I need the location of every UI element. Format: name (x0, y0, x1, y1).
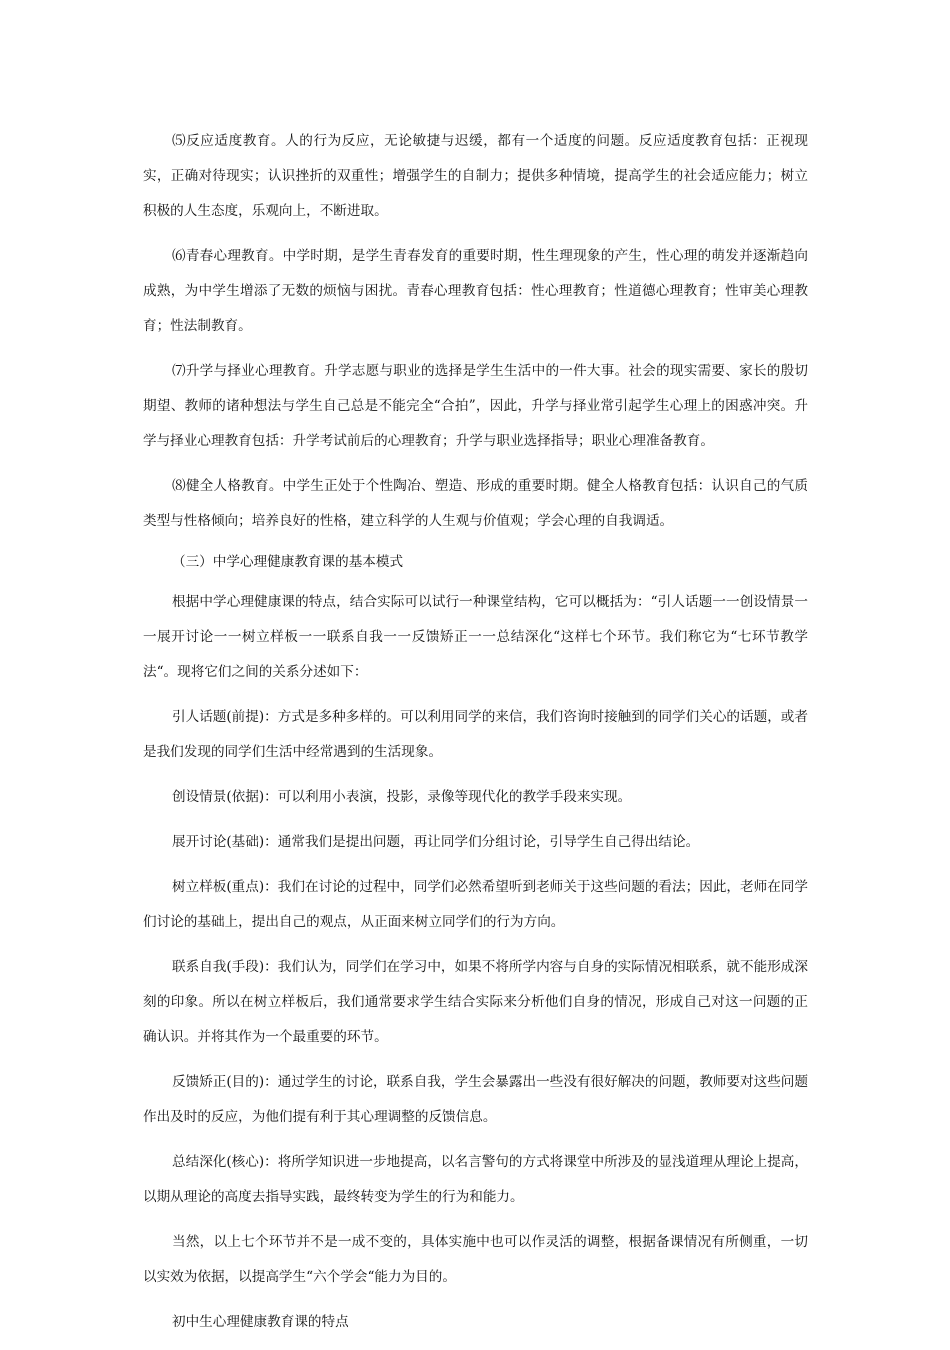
paragraph-adolescent-psychology: ⑹青春心理教育。中学时期，是学生青春发育的重要时期，性生理现象的产生，性心理的萌发并逐渐趋向成熟，为中学生增添了无数的烦恼与困扰。青春心理教育包括：性心理教育；性道德心理教育；性审美心理教育；性法制教育。 (143, 248, 808, 334)
paragraph-relate-self: 联系自我(手段)：我们认为，同学们在学习中，如果不将所学内容与自身的实际情况相联系，就不能形成深刻的印象。所以在树立样板后，我们通常要求学生结合实际来分析他们自身的情况，形成自己对这一问题的正确认识。并将其作为一个最重要的环节。 (143, 959, 808, 1045)
paragraph-discussion: 展开讨论(基础)：通常我们是提出问题，再让同学们分组讨论，引导学生自己得出结论。 (172, 834, 700, 850)
paragraph-response-adaptation: ⑸反应适度教育。人的行为反应，无论敏捷与迟缓，都有一个适度的问题。反应适度教育包括：正视现实，正确对待现实；认识挫折的双重性；增强学生的自制力；提供多种情境，提高学生的社会适应能力；树立积极的人生态度，乐观向上，不断进取。 (143, 133, 808, 219)
section-heading-basic-model: （三）中学心理健康教育课的基本模式 (172, 554, 404, 570)
paragraph-flexibility: 当然，以上七个环节并不是一成不变的，具体实施中也可以作灵活的调整，根据备课情况有所侧重，一切以实效为依据，以提高学生“六个学会“能力为目的。 (143, 1234, 808, 1285)
paragraph-introduce-topic: 引人话题(前提)：方式是多种多样的。可以利用同学的来信，我们咨询时接触到的同学们关心的话题，或者是我们发现的同学们生活中经常遇到的生活现象。 (143, 709, 808, 760)
paragraph-junior-features-title: 初中生心理健康教育课的特点 (172, 1314, 349, 1330)
paragraph-seven-step-method: 根据中学心理健康课的特点，结合实际可以试行一种课堂结构，它可以概括为：“引人话题一一创设情景一一展开讨论一一树立样板一一联系自我一一反馈矫正一一总结深化“这样七个环节。我们称它为“七环节教学法“。现将它们之间的关系分述如下： (143, 594, 808, 680)
paragraph-create-scene: 创设情景(依据)：可以利用小表演，投影，录像等现代化的教学手段来实现。 (172, 789, 632, 805)
paragraph-feedback-correction: 反馈矫正(目的)：通过学生的讨论，联系自我，学生会暴露出一些没有很好解决的问题，教师要对这些问题作出及时的反应，为他们提有利于其心理调整的反馈信息。 (143, 1074, 808, 1125)
document-body (143, 124, 808, 1350)
paragraph-healthy-personality: ⑻健全人格教育。中学生正处于个性陶冶、塑造、形成的重要时期。健全人格教育包括：认识自己的气质类型与性格倾向；培养良好的性格，建立科学的人生观与价值观；学会心理的自我调适。 (143, 478, 808, 529)
paragraph-further-study-career: ⑺升学与择业心理教育。升学志愿与职业的选择是学生生活中的一件大事。社会的现实需要、家长的殷切期望、教师的诸种想法与学生自己总是不能完全“合拍”，因此，升学与择业常引起学生心理上的困惑冲突。升学与择业心理教育包括：升学考试前后的心理教育；升学与职业选择指导；职业心理准备教育。 (143, 363, 808, 449)
paragraph-summary-deepening: 总结深化(核心)：将所学知识进一步地提高，以名言警句的方式将课堂中所涉及的显浅道理从理论上提高，以期从理论的高度去指导实践，最终转变为学生的行为和能力。 (143, 1154, 808, 1205)
paragraph-set-example: 树立样板(重点)：我们在讨论的过程中，同学们必然希望听到老师关于这些问题的看法；因此，老师在同学们讨论的基础上，提出自己的观点，从正面来树立同学们的行为方向。 (143, 879, 808, 930)
